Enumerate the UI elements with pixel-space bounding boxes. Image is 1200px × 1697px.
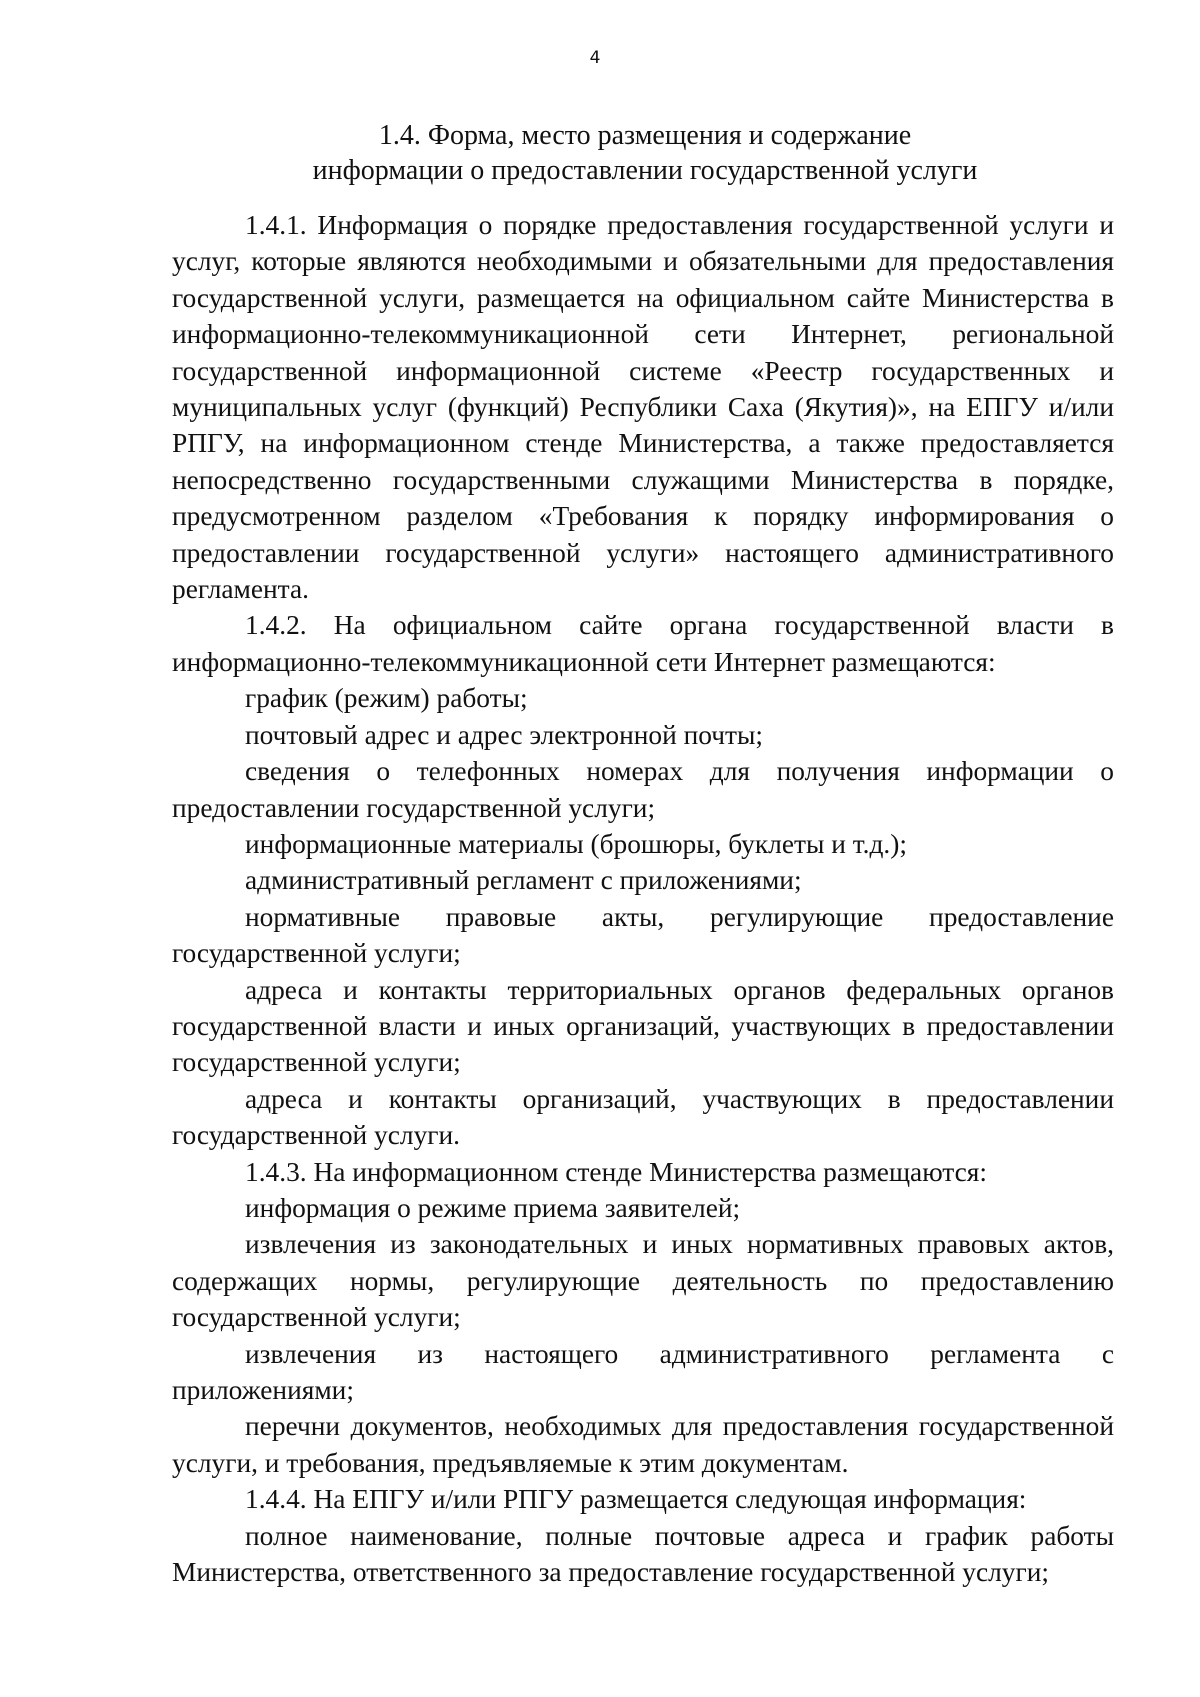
list-item: извлечения из настоящего административного регламента с приложениями; (172, 1338, 1114, 1405)
list-item: информационные материалы (брошюры, буклеты и т.д.); (245, 828, 907, 859)
list-item: адреса и контакты организаций, участвующих в предоставлении государственной услуги. (172, 1083, 1114, 1151)
list-item: информация о режиме приема заявителей; (245, 1192, 741, 1223)
list-item: административный регламент с приложениями; (245, 865, 802, 896)
section-heading-line-2: информации о предоставлении государственной услуги (312, 155, 978, 186)
page-number: 4 (589, 48, 601, 68)
document-body (172, 207, 1114, 1590)
paragraph-1-4-4: 1.4.4. На ЕПГУ и/или РПГУ размещается следующая информация: (245, 1484, 1027, 1515)
paragraph-1-4-2: 1.4.2. На официальном сайте органа государственной власти в информационно-телекоммуникационной сети Интернет размещаются: (172, 610, 1114, 677)
section-heading-line-1: 1.4. Форма, место размещения и содержание (378, 120, 912, 151)
list-item: перечни документов, необходимых для предоставления государственной услуги, и требования, предъявляемые к этим документам. (172, 1411, 1114, 1478)
section-heading (170, 118, 1120, 188)
list-item: извлечения из законодательных и иных нормативных правовых актов, содержащих нормы, регулирующие деятельность по предоставлению государственной услуги; (172, 1229, 1114, 1333)
list-item: почтовый адрес и адрес электронной почты; (245, 719, 763, 750)
list-item: нормативные правовые акты, регулирующие предоставление государственной услуги; (172, 901, 1114, 969)
paragraph-1-4-3: 1.4.3. На информационном стенде Министерства размещаются: (245, 1156, 987, 1187)
list-item: полное наименование, полные почтовые адреса и график работы Министерства, ответственного за предоставление государственной услуги; (172, 1520, 1114, 1588)
list-item: сведения о телефонных номерах для получения информации о предоставлении государственной услуги; (172, 756, 1114, 823)
list-item: адреса и контакты территориальных органов федеральных органов государственной власти и иных организаций, участвующих в предоставлении государственной услуги; (172, 974, 1114, 1078)
paragraph-1-4-1: 1.4.1. Информация о порядке предоставления государственной услуги и услуг, которые являются необходимыми и обязательными для предоставления государственной услуги, размещается на официальном сайте Министерства в информационно-телекоммуникационной сети Интернет, региональной государственной информационной системе «Реестр государственных и муниципальных услуг (функций) Республики Саха (Якутия)», на ЕПГУ и/или РПГУ, на информационном стенде Министерства, а также предоставляется непосредственно государственными служащими Министерства в порядке, предусмотренном разделом «Требования к порядку информирования о предоставлении государственной услуги» настоящего административного регламента. (172, 210, 1114, 605)
list-item: график (режим) работы; (245, 683, 528, 714)
